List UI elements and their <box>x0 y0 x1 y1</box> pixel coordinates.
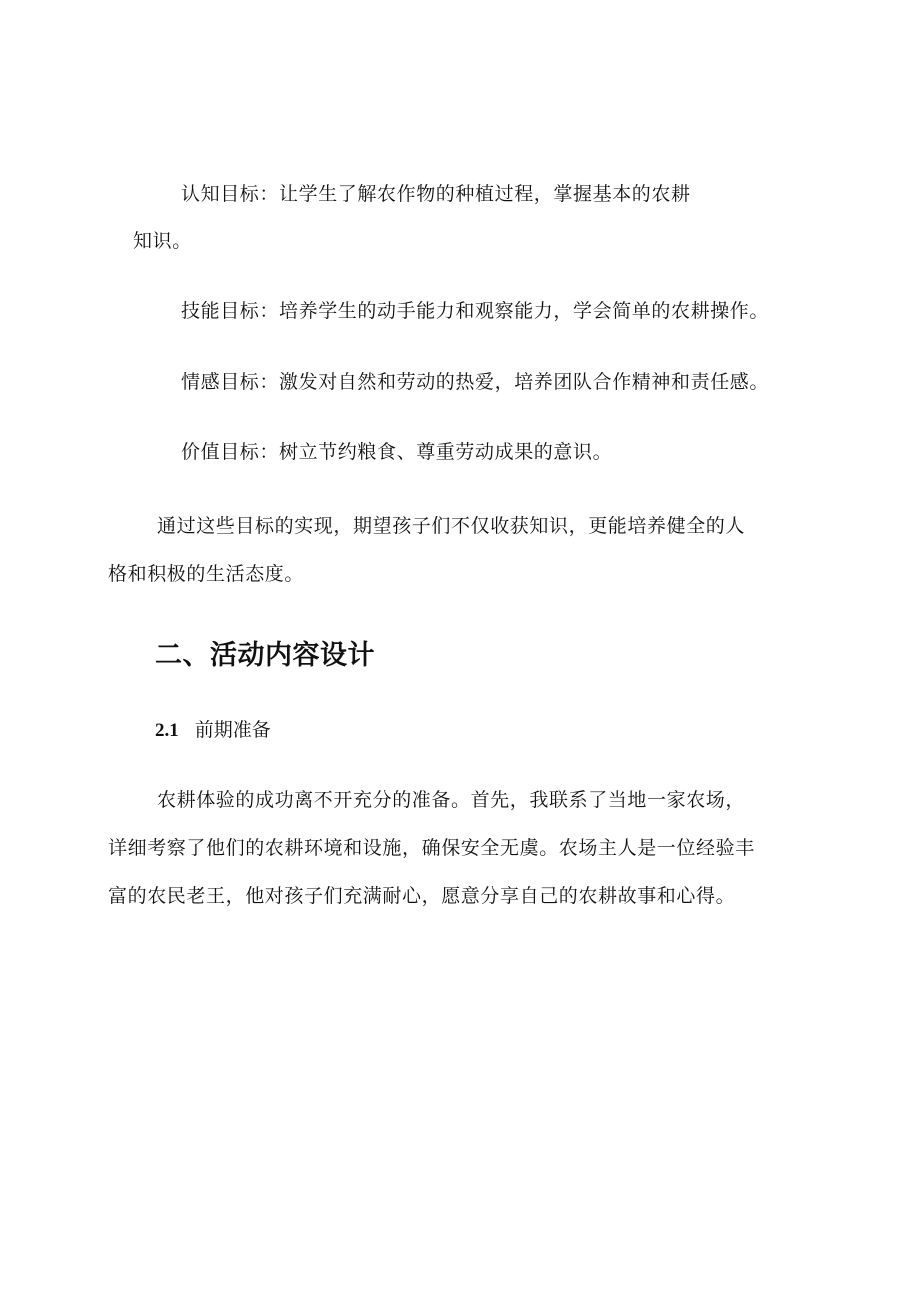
goal-cognitive-line2: 知识。 <box>133 230 192 252</box>
paragraph-line2: 详细考察了他们的农耕环境和设施，确保安全无虞。农场主人是一位经验丰 <box>108 837 755 859</box>
subsection-number: 2.1 <box>155 720 179 741</box>
summary-line1: 通过这些目标的实现，期望孩子们不仅收获知识，更能培养健全的人 <box>157 515 746 537</box>
goal-cognitive-line1: 认知目标：让学生了解农作物的种植过程，掌握基本的农耕 <box>181 183 691 205</box>
summary-line2: 格和积极的生活态度。 <box>108 563 305 585</box>
section-heading: 二、活动内容设计 <box>155 640 375 671</box>
goal-emotion: 情感目标：激发对自然和劳动的热爱，培养团队合作精神和责任感。 <box>181 371 770 393</box>
paragraph-line3: 富的农民老王，他对孩子们充满耐心，愿意分享自己的农耕故事和心得。 <box>108 885 736 907</box>
subsection-heading <box>155 716 271 745</box>
subsection-title: 前期准备 <box>194 719 271 741</box>
paragraph-line1: 农耕体验的成功离不开充分的准备。首先，我联系了当地一家农场， <box>157 789 746 811</box>
goal-skill: 技能目标：培养学生的动手能力和观察能力，学会简单的农耕操作。 <box>181 300 770 322</box>
goal-value: 价值目标：树立节约粮食、尊重劳动成果的意识。 <box>181 441 613 463</box>
